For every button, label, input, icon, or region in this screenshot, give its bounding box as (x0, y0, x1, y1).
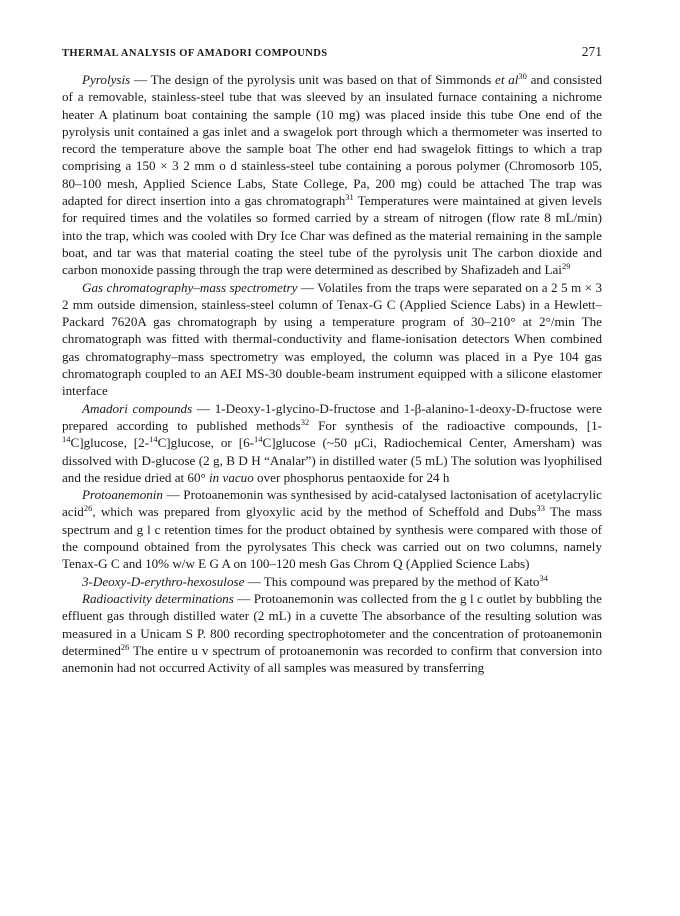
section-heading: Pyrolysis (82, 72, 131, 87)
paragraph-text: — The design of the pyrolysis unit was based on that of Simmonds (130, 72, 496, 87)
section-3-deoxy-hexosulose (62, 573, 602, 590)
section-amadori-compounds (62, 400, 602, 486)
paragraph-text: C]glucose, or [6- (157, 435, 254, 451)
running-header (62, 44, 602, 60)
citation-ref: 14 (62, 434, 71, 445)
page-number: 271 (581, 44, 602, 59)
section-heading: Amadori compounds (82, 400, 193, 416)
citation-ref: 30 (518, 71, 527, 81)
section-heading: 3-Deoxy-D-erythro-hexosulose (82, 573, 245, 589)
paragraph-text: C]glucose (~50 μCi, Radiochemical Center, Amersham) was dissolved with D-glucose (2 g, B D H “Analar”) in distilled water (5 mL) The solution was lyophilised and the residue dried at 60° (62, 435, 602, 485)
paragraph-text: and consisted of a removable, stainless-steel tube that was sleeved by an insulated furnace containing a nichrome heater A platinum boat containing the sample (10 mg) was placed inside this tube One end of the pyrolysis unit contained a gas inlet and a swagelok port through which a thermometer was inserted to record the temperature above the sample boat The other end had swagelok fittings to which a trap comprising a 150 × 3 2 mm o d stainless-steel tube containing a porous polymer (Chromosorb 105, 80–100 mesh, Applied Science Labs, State College, Pa, 200 mg) could be attached The trap was adapted for direct insertion into a gas chromatograph (62, 72, 602, 209)
section-gc-ms (62, 279, 602, 400)
body-text (62, 71, 602, 676)
section-heading: Protoanemonin (82, 487, 163, 503)
paragraph-text: — This compound was prepared by the method of Kato (244, 573, 540, 589)
citation-ref: 29 (561, 261, 571, 272)
citation-ref: 14 (149, 434, 158, 445)
paragraph-text: — 1-Deoxy-1-glycino-D-fructose and 1-β-alanino-1-deoxy-D-fructose were prepared according to published methods (62, 400, 602, 433)
paragraph-text: The mass spectrum and g l c retention times for the product obtained by synthesis were compared with those of the compound obtained from the pyrolysates This check was carried out on two columns, namely Tenax-G C and 10% w/w E G A on 100–120 mesh Gas Chrom Q (Applied Science Labs) (62, 504, 603, 572)
citation-ref: 26 (83, 503, 93, 514)
paragraph-text: For synthesis of the radioactive compounds, [1- (309, 417, 602, 433)
paragraph-text: The entire u v spectrum of protoanemonin was recorded to confirm that conversion into anemonin had not occurred Activity of all samples was measured by transferring (62, 642, 602, 676)
italic-text: in vacuo (209, 469, 254, 485)
paragraph-text: over phosphorus pentaoxide for 24 h (253, 469, 450, 485)
paragraph-text: , which was prepared from glyoxylic acid by the method of Scheffold and Dubs (92, 504, 537, 520)
paragraph-text: Temperatures were maintained at given levels for required times and the volatiles so formed carried by a stream of nitrogen (flow rate 8 mL/min) into the trap, which was cooled with Dry Ice Char was defined as the material remaining in the sample boat, and tar was that material coating the steel tube of the pyrolysis unit The carbon dioxide and carbon monoxide passing through the trap were determined as described by Shafizadeh and Lai (62, 193, 602, 278)
citation-ref: 14 (253, 434, 263, 445)
italic-text: et al (495, 72, 519, 87)
paragraph-text: C]glucose, [2- (70, 435, 150, 451)
section-pyrolysis (62, 71, 602, 279)
citation-ref: 33 (536, 503, 545, 514)
citation-ref: 32 (300, 416, 310, 427)
citation-ref: 31 (345, 192, 354, 203)
paragraph-text: — Protoanemonin was synthesised by acid-catalysed lactonisation of acetylacrylic acid (62, 487, 602, 520)
running-title: THERMAL ANALYSIS OF AMADORI COMPOUNDS (62, 48, 328, 59)
citation-ref: 34 (539, 572, 548, 583)
section-heading: Gas chromatography–mass spectrometry (82, 279, 298, 295)
section-radioactivity (62, 590, 602, 676)
section-protoanemonin (62, 486, 602, 572)
section-heading: Radioactivity determinations (82, 590, 234, 606)
paragraph-text: — Protoanemonin was collected from the g l c outlet by bubbling the effluent gas through distilled water (2 mL) in a cuvette The absorbance of the resulting solution was measured in a Unicam S P. 800 recording spectrophotometer and the concentration of protoanemonin determined (62, 590, 602, 658)
paragraph-text: — Volatiles from the traps were separated on a 2 5 m × 3 2 mm outside dimension, stainless-steel column of Tenax-G C (Applied Science Labs) in a Hewlett–Packard 7620A gas chromatograph by using a temperature program of 30–210° at 2°/min The chromatograph was fitted with thermal-conductivity and flame-ionisation detectors When combined gas chromatography–mass spectrometry was employed, the column was placed in a Pye 104 gas chromatograph coupled to an AEI MS-30 double-beam instrument equipped with a silicone elastomer interface (62, 279, 602, 399)
citation-ref: 26 (120, 641, 130, 652)
